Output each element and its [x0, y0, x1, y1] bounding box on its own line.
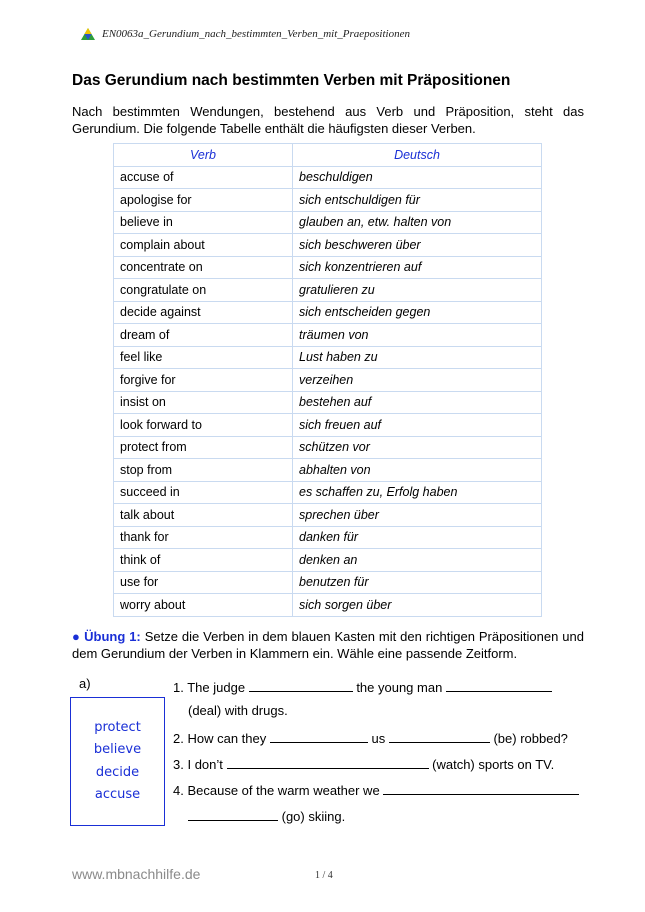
sentence-text: The judge — [187, 680, 246, 695]
translation-cell: beschuldigen — [293, 166, 542, 189]
table-row — [114, 481, 542, 504]
verb-cell: stop from — [114, 459, 293, 482]
translation-cell: sich sorgen über — [293, 594, 542, 617]
table-header-row — [114, 144, 542, 167]
exercise-label: Übung 1: — [84, 629, 141, 644]
verb-cell: accuse of — [114, 166, 293, 189]
verb-cell: decide against — [114, 301, 293, 324]
verb-cell: protect from — [114, 436, 293, 459]
table-row — [114, 594, 542, 617]
table-body — [114, 166, 542, 616]
header-deutsch: Deutsch — [293, 144, 542, 167]
translation-cell: sich konzentrieren auf — [293, 256, 542, 279]
table-row — [114, 526, 542, 549]
translation-cell: benutzen für — [293, 571, 542, 594]
answer-blank[interactable] — [446, 678, 552, 692]
translation-cell: sich entscheiden gegen — [293, 301, 542, 324]
sentence-text: (go) skiing. — [281, 809, 346, 824]
verb-cell: worry about — [114, 594, 293, 617]
box-word: protect — [94, 720, 141, 735]
table-row — [114, 436, 542, 459]
answer-blank[interactable] — [227, 755, 429, 769]
sentence-text: (be) robbed? — [493, 731, 568, 746]
translation-cell: glauben an, etw. halten von — [293, 211, 542, 234]
sentence-text: us — [371, 731, 386, 746]
verb-cell: think of — [114, 549, 293, 572]
translation-cell: es schaffen zu, Erfolg haben — [293, 481, 542, 504]
footer-url: www.mbnachhilfe.de — [72, 866, 201, 882]
answer-blank[interactable] — [188, 807, 278, 821]
exercise-instruction — [72, 628, 584, 662]
sentence-text: the young man — [356, 680, 443, 695]
translation-cell: sprechen über — [293, 504, 542, 527]
translation-cell: abhalten von — [293, 459, 542, 482]
translation-cell: denken an — [293, 549, 542, 572]
verb-cell: feel like — [114, 346, 293, 369]
bullet-icon: ● — [72, 629, 81, 644]
table-row — [114, 189, 542, 212]
table-row — [114, 279, 542, 302]
translation-cell: träumen von — [293, 324, 542, 347]
verb-cell: congratulate on — [114, 279, 293, 302]
verb-cell: insist on — [114, 391, 293, 414]
header-filename: EN0063a_Gerundium_nach_bestimmten_Verben_mit_Praepositionen — [102, 28, 410, 40]
translation-cell: schützen vor — [293, 436, 542, 459]
logo-icon — [80, 27, 96, 41]
intro-paragraph: Nach bestimmten Wendungen, bestehend aus Verb und Präposition, steht das Gerundium. Die folgende Tabelle enthält die häufigsten dieser Verben. — [72, 104, 584, 136]
sentence-1 — [173, 678, 552, 695]
verb-cell: succeed in — [114, 481, 293, 504]
verb-cell: dream of — [114, 324, 293, 347]
sentence-text: I don’t — [187, 757, 223, 772]
sentence-4 — [173, 781, 579, 798]
sentence-number: 4. — [173, 783, 184, 798]
sentence-text: (deal) with drugs. — [188, 703, 288, 718]
table-row — [114, 324, 542, 347]
verb-cell: forgive for — [114, 369, 293, 392]
translation-cell: sich freuen auf — [293, 414, 542, 437]
table-row — [114, 211, 542, 234]
verb-cell: believe in — [114, 211, 293, 234]
translation-cell: bestehen auf — [293, 391, 542, 414]
translation-cell: Lust haben zu — [293, 346, 542, 369]
verb-cell: look forward to — [114, 414, 293, 437]
sentence-text: Because of the warm weather we — [187, 783, 380, 798]
table-row — [114, 346, 542, 369]
document-header — [80, 27, 410, 41]
answer-blank[interactable] — [383, 781, 579, 795]
translation-cell: sich entschuldigen für — [293, 189, 542, 212]
translation-cell: sich beschweren über — [293, 234, 542, 257]
exercise-text: Setze die Verben in dem blauen Kasten mit den richtigen Präpositionen und dem Gerundium der Verben in Klammern ein. Wähle eine passende Zeitform. — [72, 629, 584, 661]
table-row — [114, 369, 542, 392]
table-row — [114, 414, 542, 437]
answer-blank[interactable] — [249, 678, 353, 692]
part-label: a) — [79, 676, 91, 691]
translation-cell: danken für — [293, 526, 542, 549]
sentence-1-continued — [188, 703, 288, 718]
verb-cell: complain about — [114, 234, 293, 257]
sentence-number: 2. — [173, 731, 184, 746]
table-row — [114, 459, 542, 482]
verb-cell: apologise for — [114, 189, 293, 212]
sentence-text: How can they — [187, 731, 267, 746]
sentence-number: 1. — [173, 680, 184, 695]
sentence-4-continued — [188, 807, 345, 824]
box-word: accuse — [94, 787, 141, 802]
table-row — [114, 256, 542, 279]
sentence-number: 3. — [173, 757, 184, 772]
box-word: decide — [95, 765, 140, 780]
table-row — [114, 571, 542, 594]
translation-cell: gratulieren zu — [293, 279, 542, 302]
verb-cell: talk about — [114, 504, 293, 527]
verb-cell: use for — [114, 571, 293, 594]
answer-blank[interactable] — [389, 729, 490, 743]
sentence-3 — [173, 755, 554, 772]
table-row — [114, 504, 542, 527]
table-row — [114, 301, 542, 324]
table-row — [114, 391, 542, 414]
translation-cell: verzeihen — [293, 369, 542, 392]
page-title: Das Gerundium nach bestimmten Verben mit Präpositionen — [72, 72, 511, 89]
word-box — [70, 697, 165, 826]
sentence-2 — [173, 729, 568, 746]
header-verb: Verb — [114, 144, 293, 167]
page-number: 1 / 4 — [315, 870, 333, 881]
verb-cell: thank for — [114, 526, 293, 549]
table-row — [114, 234, 542, 257]
table-row — [114, 166, 542, 189]
box-word: believe — [93, 742, 142, 757]
answer-blank[interactable] — [270, 729, 368, 743]
verb-cell: concentrate on — [114, 256, 293, 279]
sentence-text: (watch) sports on TV. — [432, 757, 555, 772]
verb-table — [113, 143, 542, 617]
table-row — [114, 549, 542, 572]
